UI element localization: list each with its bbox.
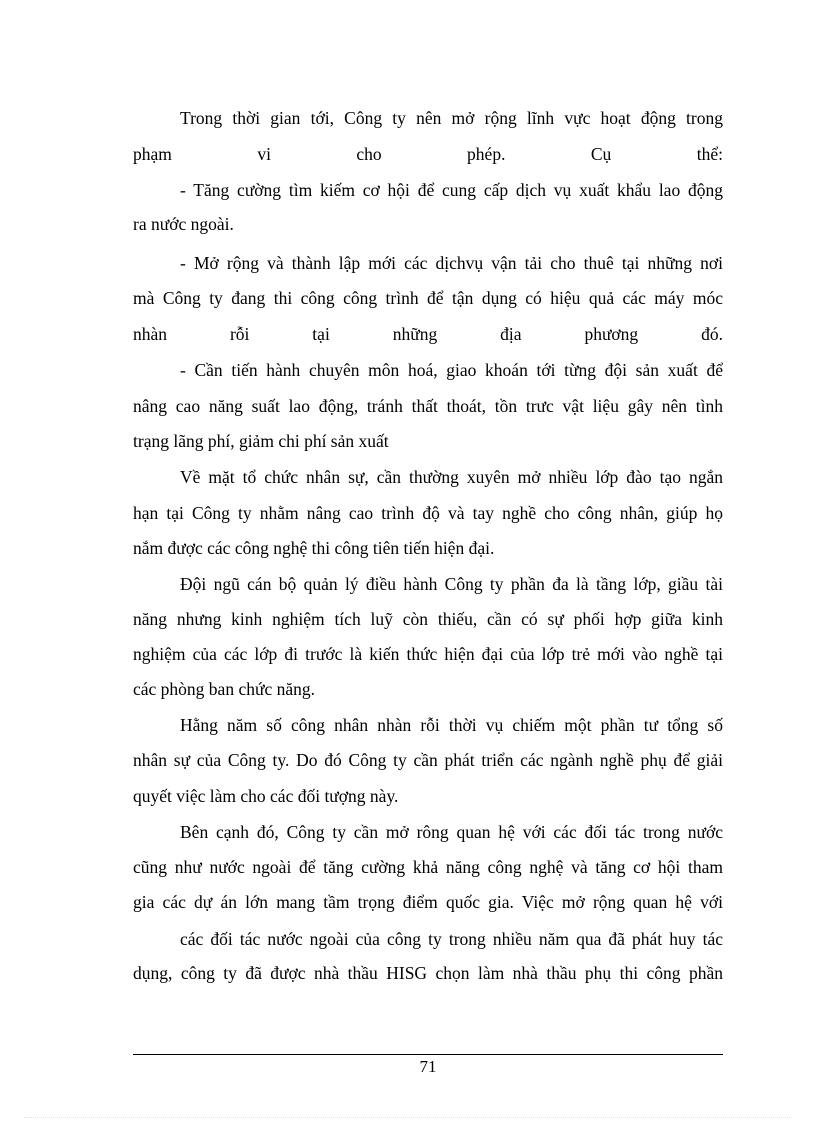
body-line-11: Về mặt tổ chức nhân sự, cần thường xuyên mở nhiều lớp đào tạo ngắn: [180, 467, 723, 487]
body-line-1: Trong thời gian tới, Công ty nên mở rộng lĩnh vực hoạt động trong: [180, 108, 723, 128]
body-line-13: nắm được các công nghệ thi công tiên tiến hiện đại.: [133, 538, 495, 558]
body-line-4: ra nước ngoài.: [133, 214, 234, 234]
page-number: 71: [419, 1057, 437, 1076]
body-line-23: gia các dự án lớn mang tầm trọng điểm quốc gia. Việc mở rộng quan hệ với: [133, 892, 723, 912]
body-line-22: cũng như nước ngoài để tăng cường khả năng công nghệ và tăng cơ hội tham: [133, 857, 723, 877]
body-line-12: hạn tại Công ty nhằm nâng cao trình độ và tay nghề cho công nhân, giúp họ: [133, 503, 723, 523]
body-line-16: nghiệm của các lớp đi trước là kiến thức hiện đại của lớp trẻ mới vào nghề tại: [133, 644, 723, 664]
page-bottom-border: [24, 1117, 792, 1118]
body-line-18: Hằng năm số công nhân nhàn rỗi thời vụ chiếm một phần tư tổng số: [180, 715, 723, 735]
body-line-14: Đội ngũ cán bộ quản lý điều hành Công ty phần đa là tầng lớp, giầu tài: [180, 574, 723, 594]
body-line-25: dụng, công ty đã được nhà thầu HISG chọn làm nhà thầu phụ thi công phần: [133, 963, 723, 983]
body-line-17: các phòng ban chức năng.: [133, 679, 315, 699]
body-line-5: - Mở rộng và thành lập mới các dịchvụ vận tải cho thuê tại những nơi: [180, 253, 723, 273]
body-line-8: - Cần tiến hành chuyên môn hoá, giao khoán tới từng đội sản xuất để: [180, 360, 723, 380]
body-line-20: quyết việc làm cho các đối tượng này.: [133, 786, 399, 806]
body-line-24: các đối tác nước ngoài của công ty trong nhiều năm qua đã phát huy tác: [180, 929, 723, 949]
body-line-15: năng nhưng kinh nghiệm tích luỹ còn thiếu, cần có sự phối hợp giữa kinh: [133, 609, 723, 629]
body-line-21: Bên cạnh đó, Công ty cần mở rông quan hệ với các đối tác trong nước: [180, 822, 723, 842]
body-line-2: phạm vi cho phép. Cụ thể:: [133, 144, 723, 164]
body-line-10: trạng lãng phí, giảm chi phí sản xuất: [133, 431, 389, 451]
body-line-9: nâng cao năng suất lao động, tránh thất thoát, tồn trưc vật liệu gây nên tình: [133, 396, 723, 416]
body-line-6: mà Công ty đang thi công công trình để tận dụng có hiệu quả các máy móc: [133, 288, 723, 308]
body-line-19: nhân sự của Công ty. Do đó Công ty cần phát triển các ngành nghề phụ để giải: [133, 750, 723, 770]
body-line-7: nhàn rỗi tại những địa phương đó.: [133, 324, 723, 344]
footer-divider: [133, 1054, 723, 1055]
body-line-3: - Tăng cường tìm kiếm cơ hội để cung cấp dịch vụ xuất khẩu lao động: [180, 180, 723, 200]
